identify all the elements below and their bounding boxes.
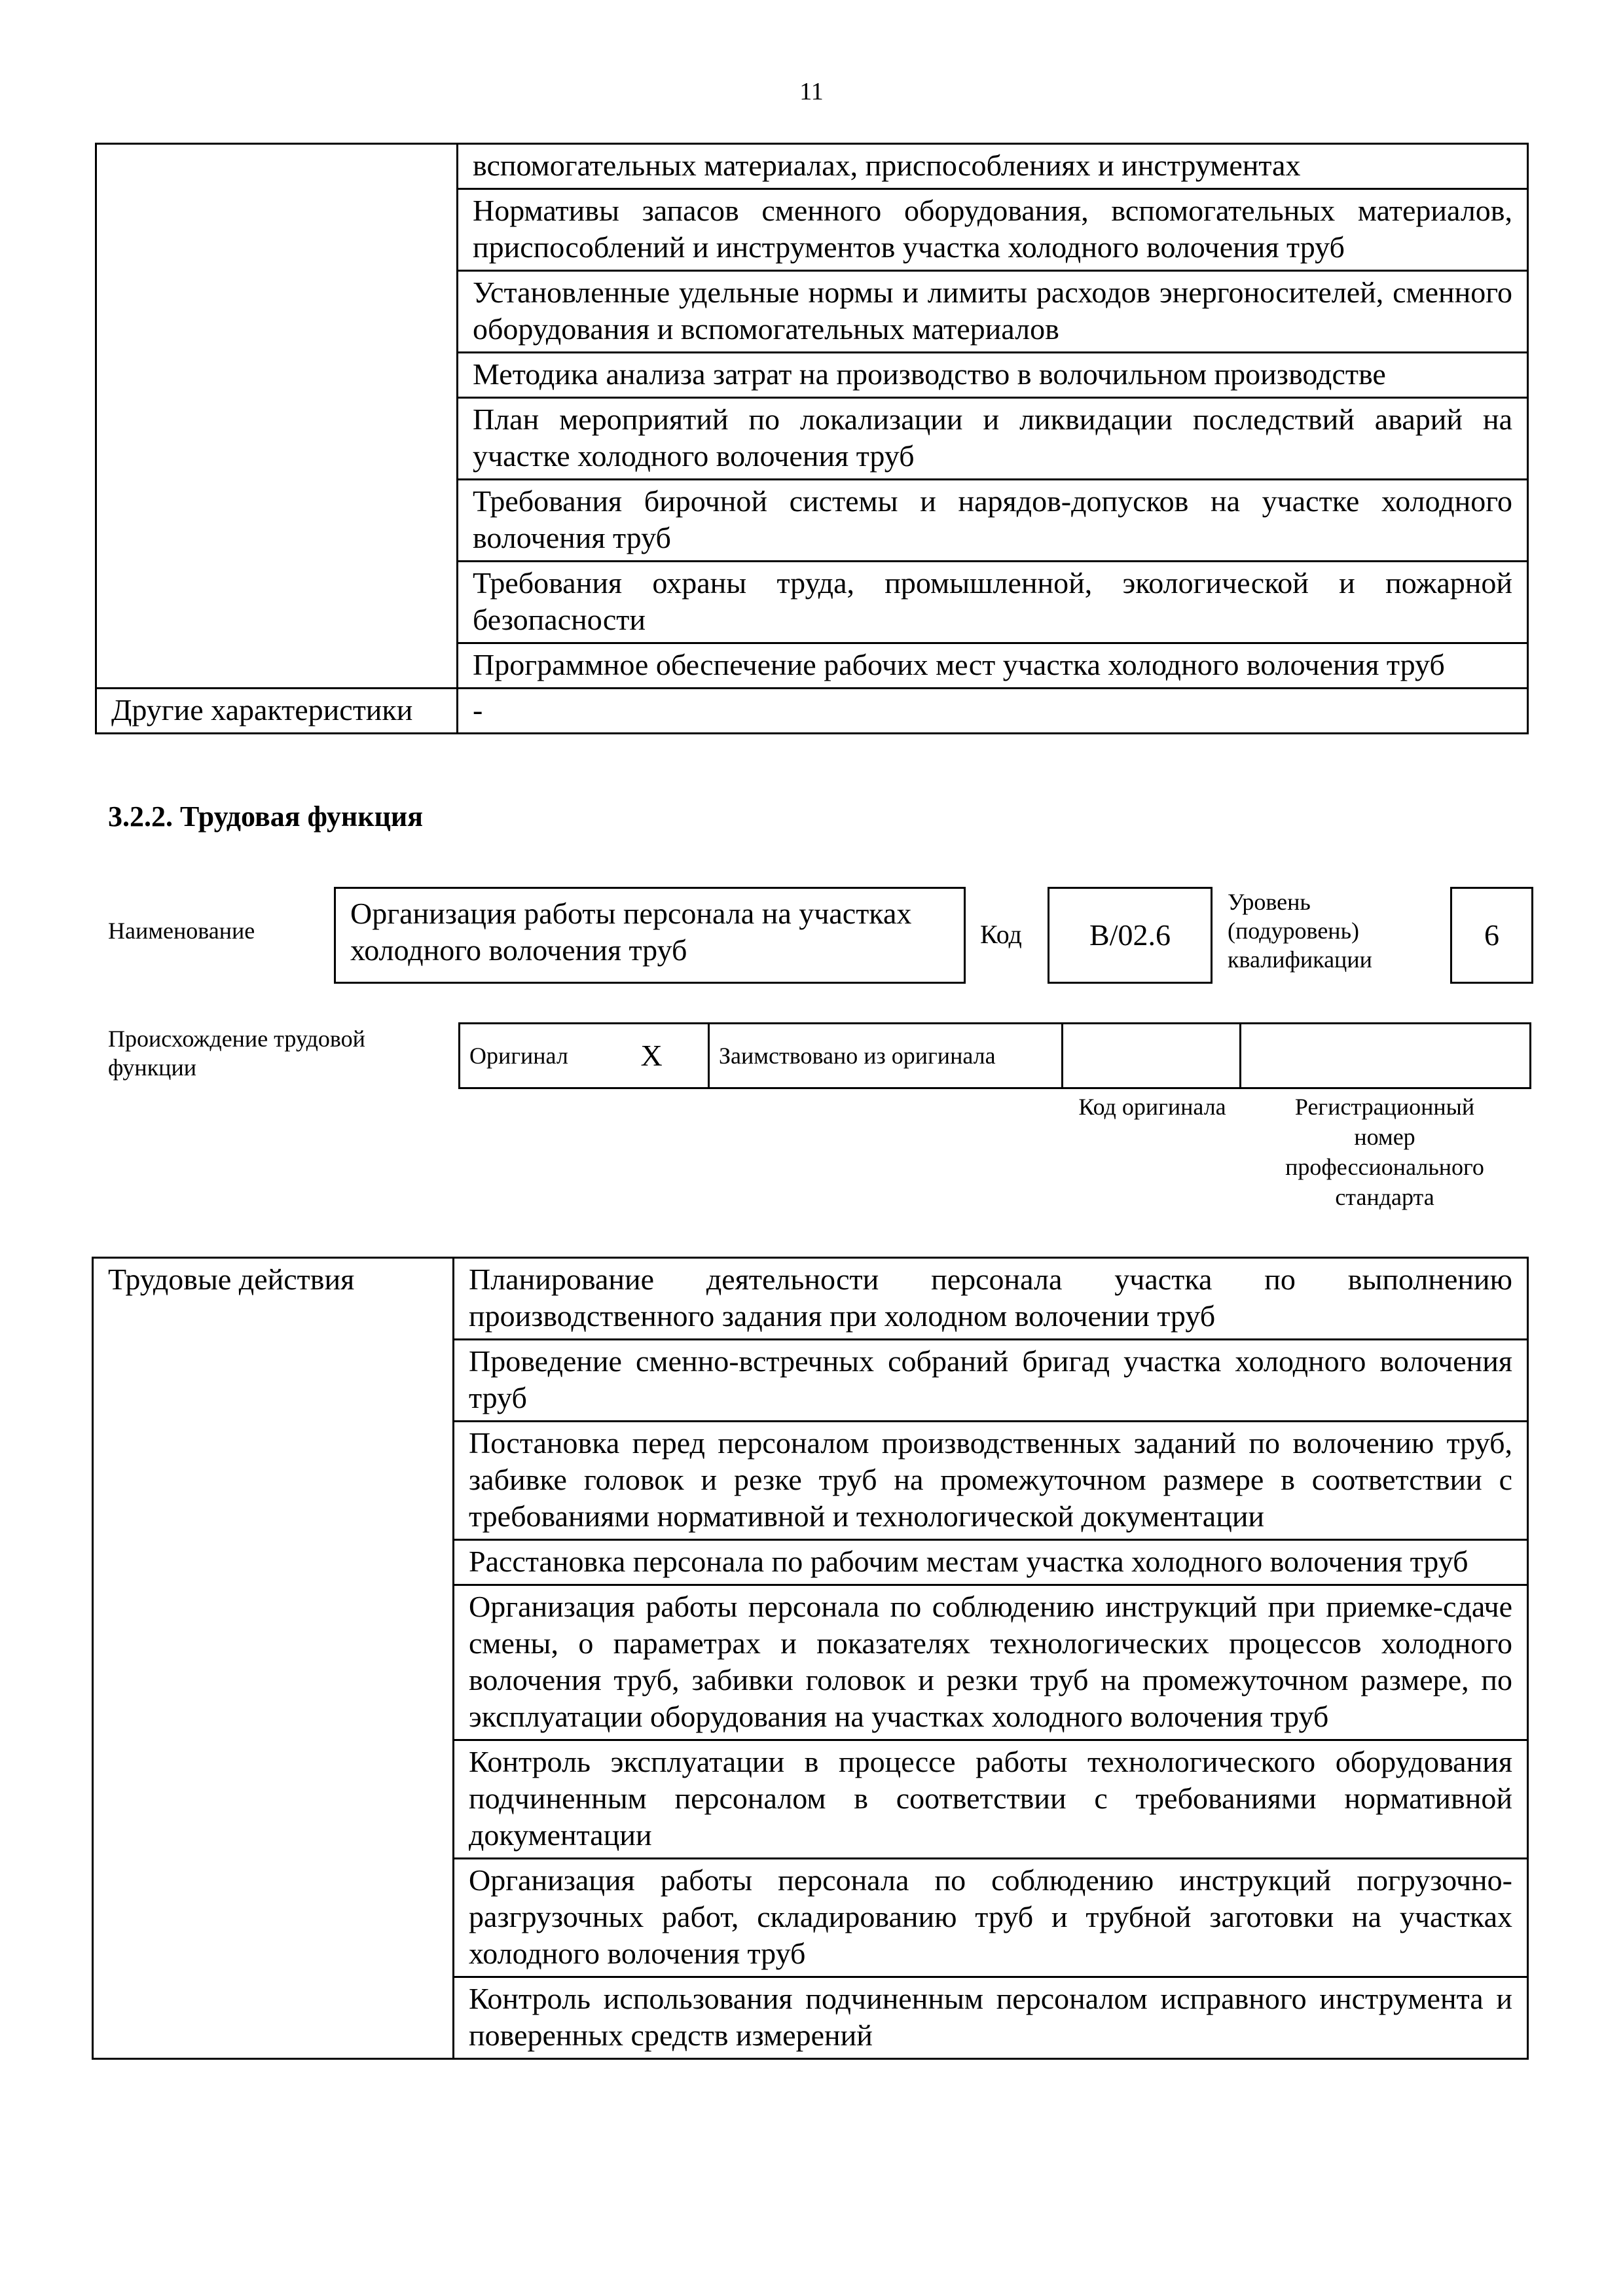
- origin-label: Происхождение трудовой функции: [108, 1026, 365, 1081]
- original-code-cell: [1063, 1024, 1241, 1088]
- table-cell: Контроль эксплуатации в процессе работы технологического оборудования подчиненным персоналом в соответствии с требованиями нормативной документации: [454, 1740, 1528, 1859]
- table-cell: Организация работы персонала по соблюдению инструкций при приемке-сдаче смены, о параметрах и показателях технологических процессов холодного волочения труб, забивки головок и резки труб на промежуточном размере, по эксплуатации оборудования на участках холодного волочения труб: [454, 1585, 1528, 1740]
- table-cell: Установленные удельные нормы и лимиты расходов энергоносителей, сменного оборудования и вспомогательных материалов: [458, 271, 1528, 353]
- function-code-box: [1048, 887, 1213, 984]
- table-cell: Расстановка персонала по рабочим местам участка холодного волочения труб: [454, 1540, 1528, 1585]
- table-cell: Планирование деятельности персонала участка по выполнению производственного задания при холодном волочении труб: [454, 1258, 1528, 1340]
- knowledge-table: [95, 143, 1529, 734]
- original-label: Оригинал: [460, 1024, 632, 1088]
- origin-table: [458, 1022, 1531, 1089]
- table-row: [96, 144, 1528, 189]
- table-cell: вспомогательных материалах, приспособлениях и инструментах: [458, 144, 1528, 189]
- page-number: 11: [799, 78, 824, 105]
- registration-number-caption: Регистрационный номер профессионального стандарта: [1285, 1094, 1484, 1210]
- table-cell: Требования охраны труда, промышленной, экологической и пожарной безопасности: [458, 562, 1528, 643]
- table-cell: Постановка перед персоналом производственных заданий по волочению труб, забивке головок и резке труб на промежуточном размере в соответствии с требованиями нормативной и технологической документации: [454, 1422, 1528, 1540]
- table-cell: Программное обеспечение рабочих мест участка холодного волочения труб: [458, 643, 1528, 689]
- table-cell: Проведение сменно-встречных собраний бригад участка холодного волочения труб: [454, 1340, 1528, 1422]
- level-box: [1450, 887, 1533, 984]
- original-code-caption: Код оригинала: [1078, 1094, 1226, 1120]
- borrowed-label: Заимствовано из оригинала: [709, 1024, 1063, 1088]
- registration-number-cell: [1241, 1024, 1531, 1088]
- table-cell: План мероприятий по локализации и ликвидации последствий аварий на участке холодного волочения труб: [458, 398, 1528, 480]
- table-cell: Методика анализа затрат на производство в волочильном производстве: [458, 353, 1528, 398]
- other-characteristics-label: Другие характеристики: [96, 689, 458, 734]
- code-label: Код: [980, 920, 1022, 949]
- table-cell: Организация работы персонала по соблюдению инструкций погрузочно-разгрузочных работ, складированию труб и трубной заготовки на участках холодного волочения труб: [454, 1859, 1528, 1977]
- name-label: Наименование: [108, 918, 255, 944]
- original-mark: X: [632, 1024, 709, 1088]
- labor-actions-label: Трудовые действия: [93, 1258, 454, 2059]
- table-cell: Требования бирочной системы и нарядов-допусков на участке холодного волочения труб: [458, 480, 1528, 562]
- table-label-cell: [96, 144, 458, 689]
- section-title: 3.2.2. Трудовая функция: [108, 800, 424, 833]
- table-cell: Контроль использования подчиненным персоналом исправного инструмента и поверенных средств измерений: [454, 1977, 1528, 2059]
- labor-actions-table: [92, 1257, 1529, 2060]
- table-row: [460, 1024, 1531, 1088]
- table-row: [93, 1258, 1528, 1340]
- table-cell: Нормативы запасов сменного оборудования, вспомогательных материалов, приспособлений и инструментов участка холодного волочения труб: [458, 189, 1528, 271]
- function-code-value: B/02.6: [1089, 918, 1171, 952]
- function-name-box: Организация работы персонала на участках холодного волочения труб: [334, 887, 966, 984]
- level-value: 6: [1484, 918, 1499, 952]
- level-label: Уровень (подуровень) квалификации: [1228, 889, 1372, 973]
- other-characteristics-value: -: [458, 689, 1528, 734]
- table-row: [96, 689, 1528, 734]
